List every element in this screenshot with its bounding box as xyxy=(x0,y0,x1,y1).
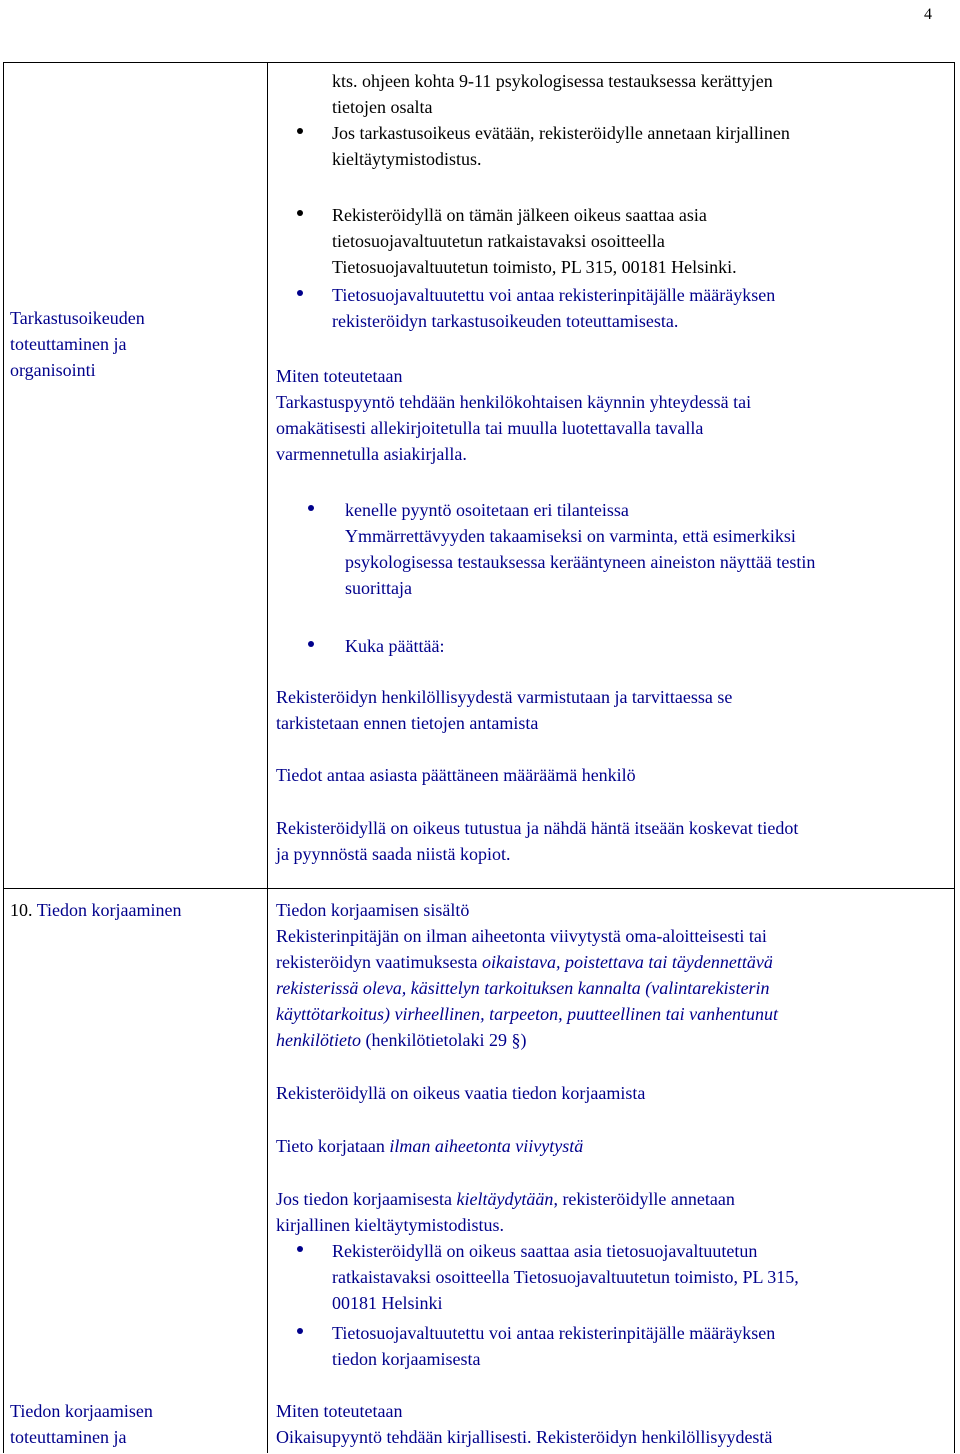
table-column-divider xyxy=(267,62,268,1453)
row2-p3a: Tieto korjataan xyxy=(276,1136,390,1156)
row3-label-line-2: toteuttaminen ja xyxy=(10,1427,127,1447)
bullet-icon xyxy=(297,290,303,296)
row1-bullet1-line-1: Jos tarkastusoikeus evätään, rekisteröidylle annetaan kirjallinen xyxy=(332,123,790,143)
row1-bullet2-line-2: tietosuojavaltuutetun ratkaistavaksi osoitteella xyxy=(332,231,665,251)
row1-bullet4-line-4: suorittaja xyxy=(345,578,412,598)
row2-p4-line-2: kirjallinen kieltäytymistodistus. xyxy=(276,1215,504,1235)
row2-p2: Rekisteröidyllä on oikeus vaatia tiedon korjaamista xyxy=(276,1083,646,1103)
row2-p1-line-1: Rekisterinpitäjän on ilman aiheetonta viivytystä oma-aloitteisesti tai xyxy=(276,926,767,946)
row1-label-line-1: Tarkastusoikeuden xyxy=(10,308,145,328)
row2-p1-line-2a: rekisteröidyn vaatimuksesta xyxy=(276,952,482,972)
bullet-icon xyxy=(308,641,314,647)
row1-bullet3-line-2: rekisteröidyn tarkastusoikeuden toteuttamisesta. xyxy=(332,311,679,331)
row2-bullet1-line-2: ratkaistavaksi osoitteella Tietosuojavaltuutetun toimisto, PL 315, xyxy=(332,1267,799,1287)
row2-p3b: ilman aiheetonta viivytystä xyxy=(389,1136,584,1156)
row1-how-heading: Miten toteutetaan xyxy=(276,366,403,386)
row2-p1-line-5a: henkilötieto xyxy=(276,1030,361,1050)
row2-p1-line-2 xyxy=(276,949,773,975)
row1-bullet4-line-3: psykologisessa testauksessa kerääntyneen aineiston näyttää testin xyxy=(345,552,816,572)
table-border-left xyxy=(3,62,4,1453)
row3-label-line-1: Tiedon korjaamisen xyxy=(10,1401,153,1421)
row1-intro-line-1: kts. ohjeen kohta 9-11 psykologisessa testauksessa kerättyjen xyxy=(332,71,773,91)
row2-p4-line-1 xyxy=(276,1186,735,1212)
table-border-right xyxy=(954,62,955,1453)
row2-p1-line-3: rekisterissä oleva, käsittelyn tarkoituksen kannalta (valintarekisterin xyxy=(276,978,770,998)
row1-bullet5: Kuka päättää: xyxy=(345,636,445,656)
row1-para2: Tiedot antaa asiasta päättäneen määräämä henkilö xyxy=(276,765,636,785)
row1-para1-line-2: tarkistetaan ennen tietojen antamista xyxy=(276,713,539,733)
row2-p4-line-1a: Jos tiedon korjaamisesta xyxy=(276,1189,457,1209)
row2-heading: Tiedon korjaamisen sisältö xyxy=(276,900,470,920)
row2-number-and-title xyxy=(10,897,182,923)
row1-para3-line-2: ja pyynnöstä saada niistä kopiot. xyxy=(276,844,511,864)
row2-bullet2-line-2: tiedon korjaamisesta xyxy=(332,1349,481,1369)
row2-p1-line-5 xyxy=(276,1027,526,1053)
bullet-icon xyxy=(297,210,303,216)
bullet-icon xyxy=(308,505,314,511)
row2-number: 10. xyxy=(10,900,33,920)
row1-para3-line-1: Rekisteröidyllä on oikeus tutustua ja nähdä häntä itseään koskevat tiedot xyxy=(276,818,799,838)
row2-bullet1-line-3: 00181 Helsinki xyxy=(332,1293,443,1313)
row1-bullet2-line-3: Tietosuojavaltuutetun toimisto, PL 315, 00181 Helsinki. xyxy=(332,257,737,277)
row1-bullet1-line-2: kieltäytymistodistus. xyxy=(332,149,482,169)
row2-p4-line-1c: , rekisteröidylle annetaan xyxy=(553,1189,735,1209)
row1-bullet4-line-2: Ymmärrettävyyden takaamiseksi on varminta, että esimerkiksi xyxy=(345,526,796,546)
row1-bullet3-line-1: Tietosuojavaltuutettu voi antaa rekisterinpitäjälle määräyksen xyxy=(332,285,776,305)
bullet-icon xyxy=(297,1328,303,1334)
row2-bullet1-line-1: Rekisteröidyllä on oikeus saattaa asia tietosuojavaltuutetun xyxy=(332,1241,758,1261)
row1-label-line-2: toteuttaminen ja xyxy=(10,334,127,354)
row1-how-line-2: omakätisesti allekirjoitetulla tai muulla luotettavalla tavalla xyxy=(276,418,704,438)
row1-intro-line-2: tietojen osalta xyxy=(332,97,433,117)
row1-how-line-3: varmennetulla asiakirjalla. xyxy=(276,444,467,464)
row2-title: Tiedon korjaaminen xyxy=(36,900,182,920)
page-number: 4 xyxy=(924,6,932,23)
row1-bullet2-line-1: Rekisteröidyllä on tämän jälkeen oikeus saattaa asia xyxy=(332,205,707,225)
row1-bullet4-line-1: kenelle pyyntö osoitetaan eri tilanteissa xyxy=(345,500,629,520)
bullet-icon xyxy=(297,1246,303,1252)
bullet-icon xyxy=(297,128,303,134)
table-row-divider xyxy=(3,888,955,889)
row3-heading: Miten toteutetaan xyxy=(276,1401,403,1421)
row1-how-line-1: Tarkastuspyyntö tehdään henkilökohtaisen käynnin yhteydessä tai xyxy=(276,392,752,412)
row2-p4-line-1b: kieltäydytään xyxy=(456,1189,554,1209)
row2-p3 xyxy=(276,1133,583,1159)
row2-p1-line-4: käyttötarkoitus) virheellinen, tarpeeton, puutteellinen tai vanhentunut xyxy=(276,1004,779,1024)
row2-bullet2-line-1: Tietosuojavaltuutettu voi antaa rekisterinpitäjälle määräyksen xyxy=(332,1323,776,1343)
row1-label-line-3: organisointi xyxy=(10,360,96,380)
row1-para1-line-1: Rekisteröidyn henkilöllisyydestä varmistutaan ja tarvittaessa se xyxy=(276,687,733,707)
row2-p1-line-5b: (henkilötietolaki 29 §) xyxy=(360,1030,527,1050)
row2-p1-line-2b: oikaistava, poistettava tai täydennettävä xyxy=(481,952,773,972)
row3-text: Oikaisupyyntö tehdään kirjallisesti. Rekisteröidyn henkilöllisyydestä xyxy=(276,1427,773,1447)
